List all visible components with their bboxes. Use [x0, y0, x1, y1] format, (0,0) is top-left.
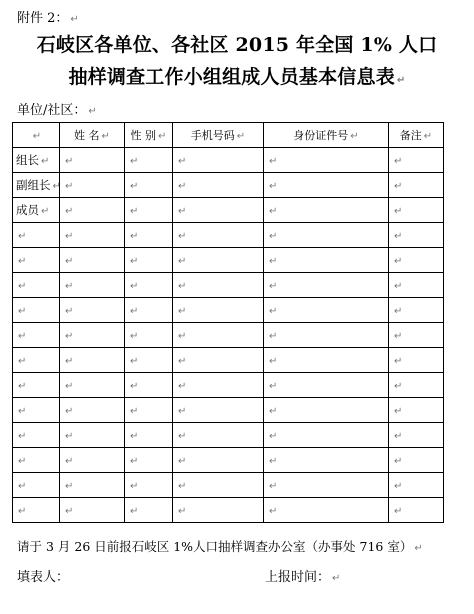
document-title-line1: 石岐区各单位、各社区 2015 年全国 1% 人口 — [36, 34, 438, 56]
paragraph-mark: ↵ — [269, 430, 278, 442]
role-cell — [13, 248, 60, 273]
gender-cell[interactable] — [125, 448, 173, 473]
paragraph-mark: ↵ — [178, 355, 187, 367]
phone-cell[interactable] — [173, 473, 264, 498]
name-cell[interactable] — [60, 448, 125, 473]
paragraph-mark: ↵ — [130, 355, 139, 367]
paragraph-mark: ↵ — [178, 505, 187, 517]
paragraph-mark: ↵ — [41, 156, 50, 167]
paragraph-mark: ↵ — [130, 205, 139, 217]
paragraph-mark: ↵ — [18, 331, 27, 342]
paragraph-mark: ↵ — [65, 355, 74, 367]
remarks-cell[interactable] — [389, 323, 444, 348]
paragraph-mark: ↵ — [178, 380, 187, 392]
paragraph-mark: ↵ — [130, 305, 139, 317]
role-label: 成员 — [16, 203, 39, 217]
name-cell[interactable] — [60, 223, 125, 248]
id-number-cell[interactable] — [264, 398, 389, 423]
role-cell — [13, 323, 60, 348]
paragraph-mark: ↵ — [130, 330, 139, 342]
table-row — [13, 498, 444, 523]
name-cell[interactable] — [60, 148, 125, 173]
phone-cell[interactable] — [173, 198, 264, 223]
paragraph-mark: ↵ — [52, 181, 61, 192]
paragraph-mark: ↵ — [178, 280, 187, 292]
remarks-cell[interactable] — [389, 473, 444, 498]
column-header-gender: 性 别 ↵ — [125, 123, 173, 148]
paragraph-mark: ↵ — [269, 405, 278, 417]
remarks-cell[interactable] — [389, 248, 444, 273]
id-number-cell[interactable] — [264, 348, 389, 373]
name-cell[interactable] — [60, 298, 125, 323]
gender-cell[interactable] — [125, 348, 173, 373]
id-number-cell[interactable] — [264, 498, 389, 523]
phone-cell[interactable] — [173, 223, 264, 248]
table-row — [13, 148, 444, 173]
table-row — [13, 448, 444, 473]
gender-cell[interactable] — [125, 248, 173, 273]
paragraph-mark: ↵ — [65, 380, 74, 392]
paragraph-mark: ↵ — [65, 280, 74, 292]
paragraph-mark: ↵ — [269, 255, 278, 267]
paragraph-mark: ↵ — [65, 480, 74, 492]
paragraph-mark: ↵ — [130, 280, 139, 292]
name-cell[interactable] — [60, 498, 125, 523]
role-cell — [13, 223, 60, 248]
id-number-cell[interactable] — [264, 323, 389, 348]
unit-community-label: 单位/社区： ↵ — [17, 103, 97, 118]
id-number-cell[interactable] — [264, 223, 389, 248]
paragraph-mark: ↵ — [18, 456, 27, 467]
gender-cell[interactable] — [125, 148, 173, 173]
phone-cell[interactable] — [173, 148, 264, 173]
gender-cell[interactable] — [125, 423, 173, 448]
id-number-cell[interactable] — [264, 373, 389, 398]
role-label: 组长 — [16, 153, 39, 167]
id-number-cell[interactable] — [264, 148, 389, 173]
paragraph-mark: ↵ — [18, 231, 27, 242]
gender-cell[interactable] — [125, 273, 173, 298]
form-filler-label: 填表人： — [17, 570, 70, 585]
table-row — [13, 423, 444, 448]
phone-cell[interactable] — [173, 373, 264, 398]
paragraph-mark: ↵ — [130, 430, 139, 442]
role-cell — [13, 448, 60, 473]
paragraph-mark: ↵ — [65, 230, 74, 242]
paragraph-mark: ↵ — [394, 255, 403, 267]
table-header-row — [13, 123, 444, 148]
id-number-cell[interactable] — [264, 448, 389, 473]
role-cell — [13, 348, 60, 373]
paragraph-mark: ↵ — [269, 330, 278, 342]
paragraph-mark: ↵ — [18, 431, 27, 442]
id-number-cell[interactable] — [264, 273, 389, 298]
paragraph-mark: ↵ — [18, 281, 27, 292]
paragraph-mark: ↵ — [178, 305, 187, 317]
role-cell — [13, 373, 60, 398]
paragraph-mark: ↵ — [65, 155, 74, 167]
name-cell[interactable] — [60, 373, 125, 398]
id-number-cell[interactable] — [264, 198, 389, 223]
table-row — [13, 198, 444, 223]
name-cell[interactable] — [60, 423, 125, 448]
attachment-label: 附件 2： ↵ — [17, 11, 79, 26]
paragraph-mark: ↵ — [178, 405, 187, 417]
paragraph-mark: ↵ — [394, 180, 403, 192]
paragraph-mark: ↵ — [18, 481, 27, 492]
submission-note: 请于 3 月 26 日前报石岐区 1%人口抽样调查办公室（办事处 716 室） ↵ — [17, 539, 423, 554]
paragraph-mark: ↵ — [130, 405, 139, 417]
table-row — [13, 398, 444, 423]
paragraph-mark: ↵ — [18, 356, 27, 367]
id-number-cell[interactable] — [264, 473, 389, 498]
table-row — [13, 223, 444, 248]
paragraph-mark: ↵ — [178, 480, 187, 492]
phone-cell[interactable] — [173, 173, 264, 198]
member-info-table — [12, 122, 444, 523]
paragraph-mark: ↵ — [130, 155, 139, 167]
table-row — [13, 298, 444, 323]
gender-cell[interactable] — [125, 223, 173, 248]
phone-cell[interactable] — [173, 323, 264, 348]
column-header-phone: 手机号码 ↵ — [173, 123, 264, 148]
phone-cell[interactable] — [173, 348, 264, 373]
remarks-cell[interactable] — [389, 173, 444, 198]
paragraph-mark: ↵ — [269, 155, 278, 167]
paragraph-mark: ↵ — [269, 180, 278, 192]
paragraph-mark: ↵ — [394, 280, 403, 292]
column-header-remarks: 备注 ↵ — [389, 123, 444, 148]
table-row — [13, 373, 444, 398]
paragraph-mark: ↵ — [178, 205, 187, 217]
report-time-label: 上报时间： ↵ — [265, 570, 341, 585]
column-header-id-number: 身份证件号 ↵ — [264, 123, 389, 148]
name-cell[interactable] — [60, 248, 125, 273]
gender-cell[interactable] — [125, 198, 173, 223]
paragraph-mark: ↵ — [394, 455, 403, 467]
role-cell — [13, 198, 60, 223]
table-row — [13, 248, 444, 273]
gender-cell[interactable] — [125, 323, 173, 348]
paragraph-mark: ↵ — [18, 381, 27, 392]
paragraph-mark: ↵ — [65, 505, 74, 517]
role-cell — [13, 498, 60, 523]
name-cell[interactable] — [60, 173, 125, 198]
phone-cell[interactable] — [173, 298, 264, 323]
gender-cell[interactable] — [125, 498, 173, 523]
paragraph-mark: ↵ — [269, 305, 278, 317]
name-cell[interactable] — [60, 473, 125, 498]
gender-cell[interactable] — [125, 473, 173, 498]
paragraph-mark: ↵ — [178, 455, 187, 467]
paragraph-mark: ↵ — [41, 206, 50, 217]
table-row — [13, 473, 444, 498]
name-cell[interactable] — [60, 273, 125, 298]
phone-cell[interactable] — [173, 398, 264, 423]
id-number-cell[interactable] — [264, 248, 389, 273]
paragraph-mark: ↵ — [130, 480, 139, 492]
remarks-cell[interactable] — [389, 273, 444, 298]
paragraph-mark: ↵ — [394, 155, 403, 167]
name-cell[interactable] — [60, 348, 125, 373]
paragraph-mark: ↵ — [18, 506, 27, 517]
paragraph-mark: ↵ — [394, 205, 403, 217]
paragraph-mark: ↵ — [18, 256, 27, 267]
remarks-cell[interactable] — [389, 348, 444, 373]
paragraph-mark: ↵ — [269, 505, 278, 517]
paragraph-mark: ↵ — [18, 306, 27, 317]
column-header-role: ↵ — [13, 123, 60, 148]
table-row — [13, 173, 444, 198]
role-cell — [13, 473, 60, 498]
paragraph-mark: ↵ — [178, 155, 187, 167]
role-label: 副组长 — [16, 178, 51, 192]
role-cell — [13, 148, 60, 173]
remarks-cell[interactable] — [389, 198, 444, 223]
paragraph-mark: ↵ — [269, 280, 278, 292]
paragraph-mark: ↵ — [394, 230, 403, 242]
paragraph-mark: ↵ — [178, 330, 187, 342]
name-cell[interactable] — [60, 323, 125, 348]
paragraph-mark: ↵ — [130, 455, 139, 467]
paragraph-mark: ↵ — [394, 505, 403, 517]
remarks-cell[interactable] — [389, 398, 444, 423]
paragraph-mark: ↵ — [65, 455, 74, 467]
id-number-cell[interactable] — [264, 423, 389, 448]
paragraph-mark: ↵ — [65, 205, 74, 217]
paragraph-mark: ↵ — [178, 230, 187, 242]
role-cell — [13, 398, 60, 423]
phone-cell[interactable] — [173, 248, 264, 273]
paragraph-mark: ↵ — [178, 180, 187, 192]
role-cell — [13, 273, 60, 298]
name-cell[interactable] — [60, 398, 125, 423]
paragraph-mark: ↵ — [130, 380, 139, 392]
paragraph-mark: ↵ — [269, 230, 278, 242]
id-number-cell[interactable] — [264, 173, 389, 198]
paragraph-mark: ↵ — [394, 480, 403, 492]
remarks-cell[interactable] — [389, 373, 444, 398]
gender-cell[interactable] — [125, 373, 173, 398]
paragraph-mark: ↵ — [130, 505, 139, 517]
paragraph-mark: ↵ — [394, 430, 403, 442]
paragraph-mark: ↵ — [269, 480, 278, 492]
table-row — [13, 273, 444, 298]
table-row — [13, 348, 444, 373]
role-cell — [13, 298, 60, 323]
role-cell — [13, 173, 60, 198]
paragraph-mark: ↵ — [394, 405, 403, 417]
paragraph-mark: ↵ — [130, 180, 139, 192]
paragraph-mark: ↵ — [394, 305, 403, 317]
paragraph-mark: ↵ — [65, 430, 74, 442]
gender-cell[interactable] — [125, 398, 173, 423]
paragraph-mark: ↵ — [130, 230, 139, 242]
paragraph-mark: ↵ — [394, 355, 403, 367]
phone-cell[interactable] — [173, 498, 264, 523]
phone-cell[interactable] — [173, 273, 264, 298]
paragraph-mark: ↵ — [178, 430, 187, 442]
table-row — [13, 323, 444, 348]
paragraph-mark: ↵ — [269, 205, 278, 217]
paragraph-mark: ↵ — [65, 305, 74, 317]
remarks-cell[interactable] — [389, 448, 444, 473]
paragraph-mark: ↵ — [130, 255, 139, 267]
phone-cell[interactable] — [173, 423, 264, 448]
paragraph-mark: ↵ — [18, 406, 27, 417]
remarks-cell[interactable] — [389, 148, 444, 173]
remarks-cell[interactable] — [389, 498, 444, 523]
remarks-cell[interactable] — [389, 223, 444, 248]
paragraph-mark: ↵ — [269, 355, 278, 367]
paragraph-mark: ↵ — [178, 255, 187, 267]
paragraph-mark: ↵ — [65, 180, 74, 192]
remarks-cell[interactable] — [389, 298, 444, 323]
paragraph-mark: ↵ — [65, 255, 74, 267]
gender-cell[interactable] — [125, 298, 173, 323]
column-header-name: 姓 名 ↵ — [60, 123, 125, 148]
paragraph-mark: ↵ — [65, 330, 74, 342]
paragraph-mark: ↵ — [269, 380, 278, 392]
id-number-cell[interactable] — [264, 298, 389, 323]
paragraph-mark: ↵ — [65, 405, 74, 417]
role-cell — [13, 423, 60, 448]
paragraph-mark: ↵ — [394, 330, 403, 342]
paragraph-mark: ↵ — [269, 455, 278, 467]
gender-cell[interactable] — [125, 173, 173, 198]
name-cell[interactable] — [60, 198, 125, 223]
remarks-cell[interactable] — [389, 423, 444, 448]
paragraph-mark: ↵ — [394, 380, 403, 392]
document-title-line2: 抽样调查工作小组组成人员基本信息表 ↵ — [68, 66, 406, 88]
phone-cell[interactable] — [173, 448, 264, 473]
